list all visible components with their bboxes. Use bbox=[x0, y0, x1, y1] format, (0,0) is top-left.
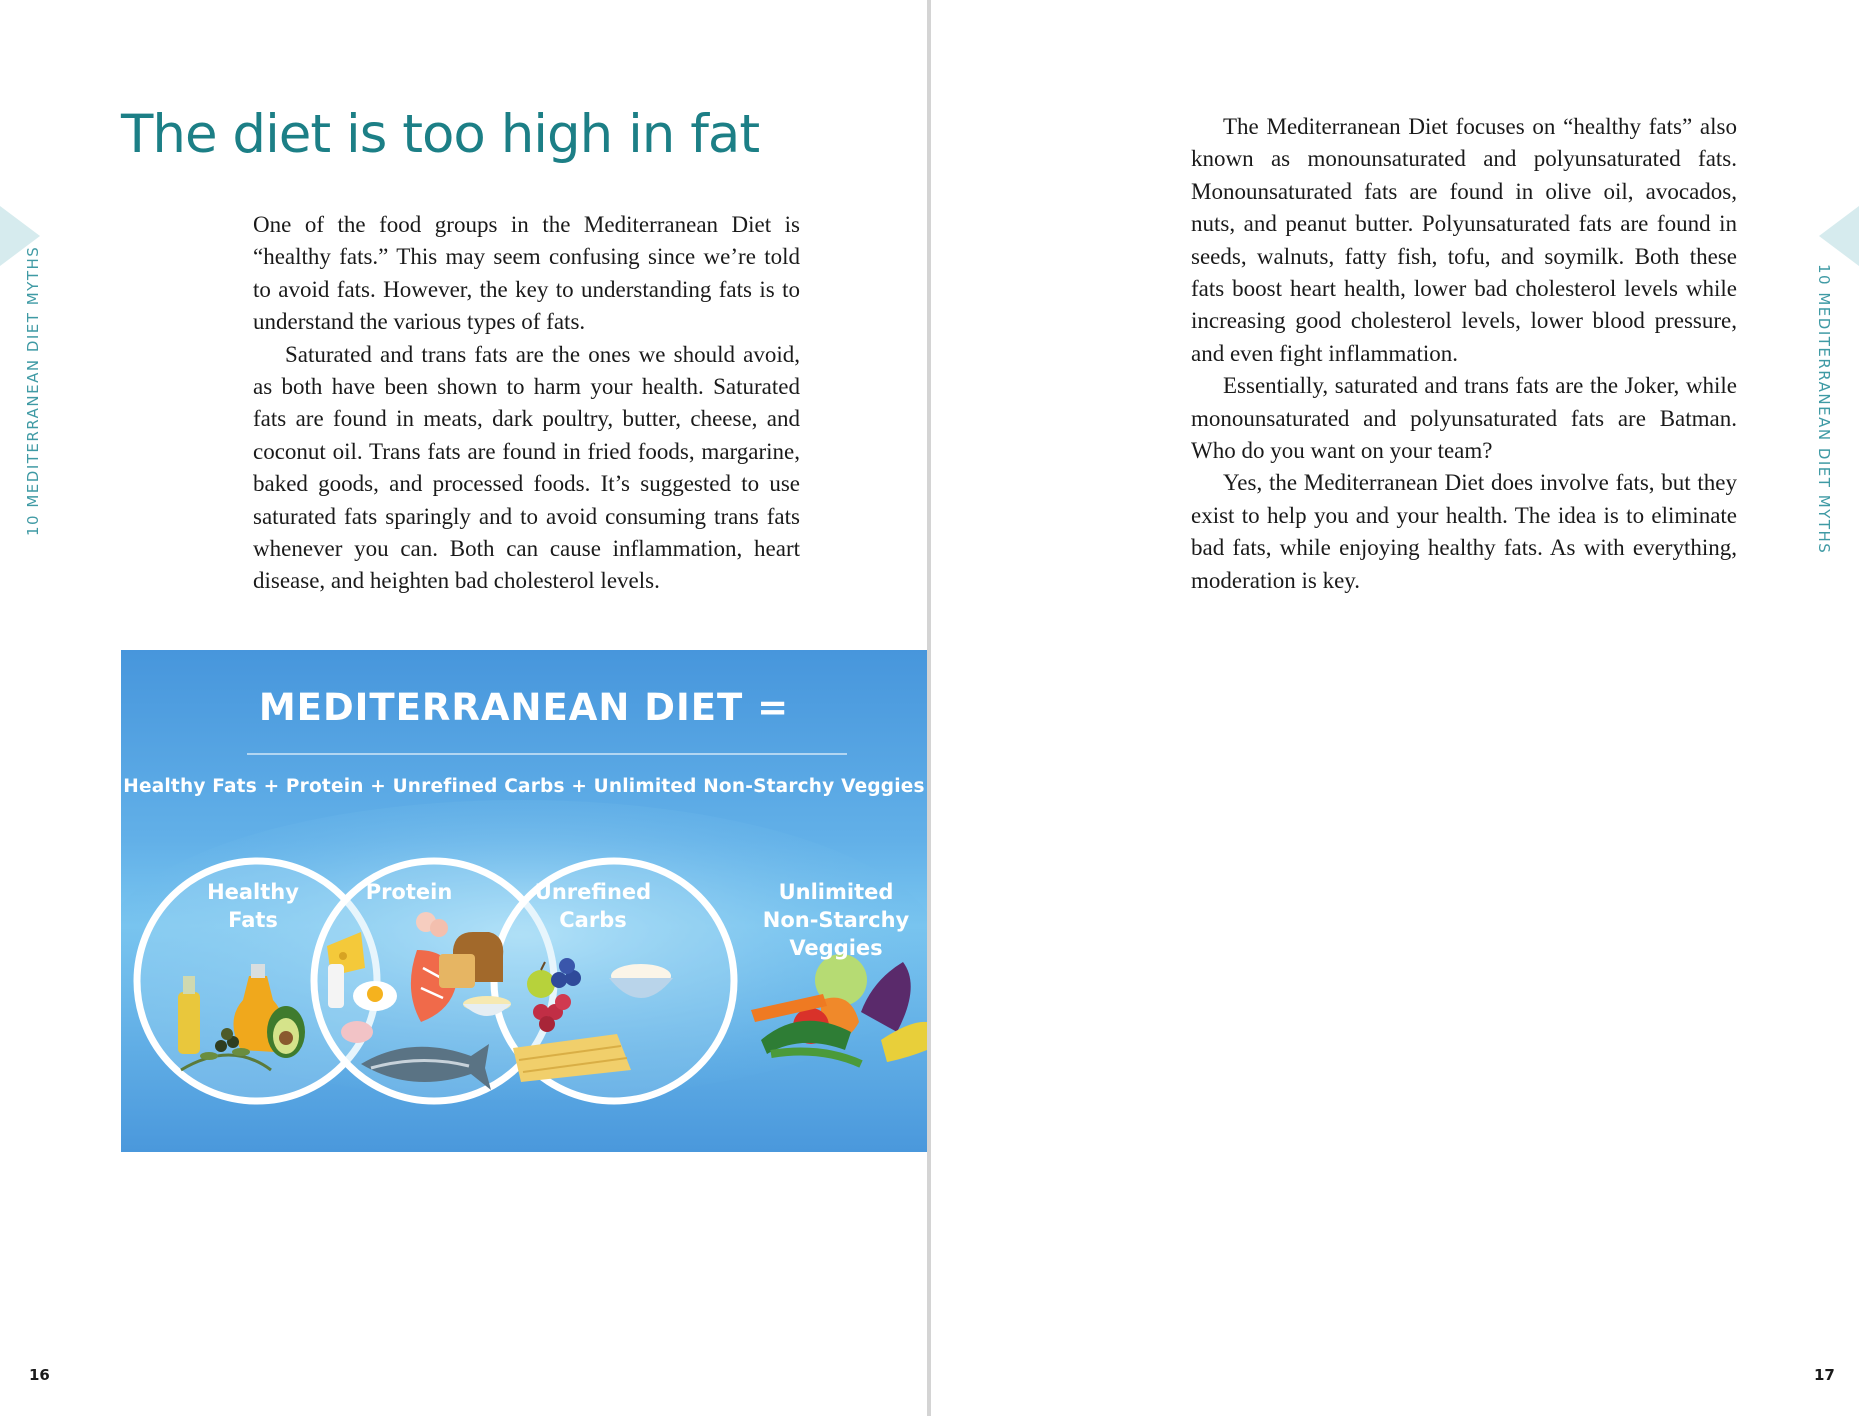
chicken-icon bbox=[341, 1021, 373, 1043]
avocado-icon bbox=[267, 1006, 305, 1058]
paragraph: One of the food groups in the Mediterranean Diet is “healthy fats.” This may seem confusing since we’re told to avoid fats. However, the key to understanding fats is to understand the various types of fats. bbox=[253, 212, 800, 335]
running-head: 10 MEDITERRANEAN DIET MYTHS bbox=[1815, 264, 1833, 555]
label-unlimited-veggies: Unlimited Non-Starchy Veggies bbox=[762, 880, 910, 960]
infographic-divider bbox=[247, 753, 847, 755]
page-number: 17 bbox=[1814, 1366, 1835, 1384]
paragraph: Essentially, saturated and trans fats are the Joker, while monounsaturated and polyunsaturated fats are Batman. Who do you want on your team? bbox=[1191, 373, 1737, 464]
paragraph: The Mediterranean Diet focuses on “healthy fats” also known as monounsaturated and polyunsaturated fats. Monounsaturated fats are found in olive oil, avocados, nuts, and peanut butter. Polyunsaturated fats are found in seeds, walnuts, fatty fish, tofu, and soymilk. Both these fats boost heart health, lower bad cholesterol levels while increasing good cholesterol levels, lower blood pressure, and even fight inflammation. bbox=[1191, 114, 1737, 366]
side-tab-marker bbox=[1819, 206, 1859, 266]
left-body-text bbox=[253, 209, 800, 598]
paragraph: Yes, the Mediterranean Diet does involve fats, but they exist to help you and your health. The idea is to eliminate bad fats, while enjoying healthy fats. As with everything, moderation is key. bbox=[1191, 470, 1737, 593]
label-unrefined-carbs: Unrefined Carbs bbox=[534, 880, 652, 932]
label-healthy-fats: Healthy Fats bbox=[207, 880, 299, 932]
chapter-title: The diet is too high in fat bbox=[121, 104, 760, 165]
mediterranean-diet-infographic bbox=[121, 650, 927, 1152]
milk-bottle-icon bbox=[328, 964, 344, 1008]
fried-egg-icon bbox=[353, 981, 397, 1011]
infographic-subtitle: Healthy Fats + Protein + Unrefined Carbs + Unlimited Non-Starchy Veggies bbox=[123, 776, 925, 797]
label-protein: Protein bbox=[365, 880, 453, 904]
paragraph: Saturated and trans fats are the ones we should avoid, as both have been shown to harm your health. Saturated fats are found in meats, dark poultry, butter, cheese, and coconut oil. Trans fats are found in fried foods, margarine, baked goods, and processed foods. It’s suggested to use saturated fats sparingly and to avoid consuming trans fats whenever you can. Both can cause inflammation, heart disease, and heighten bad cholesterol levels. bbox=[253, 341, 800, 594]
right-body-text bbox=[1191, 111, 1737, 597]
running-head: 10 MEDITERRANEAN DIET MYTHS bbox=[24, 245, 42, 536]
page-number: 16 bbox=[29, 1366, 50, 1384]
left-page bbox=[0, 0, 927, 1416]
infographic-title: MEDITERRANEAN DIET = bbox=[258, 686, 790, 729]
